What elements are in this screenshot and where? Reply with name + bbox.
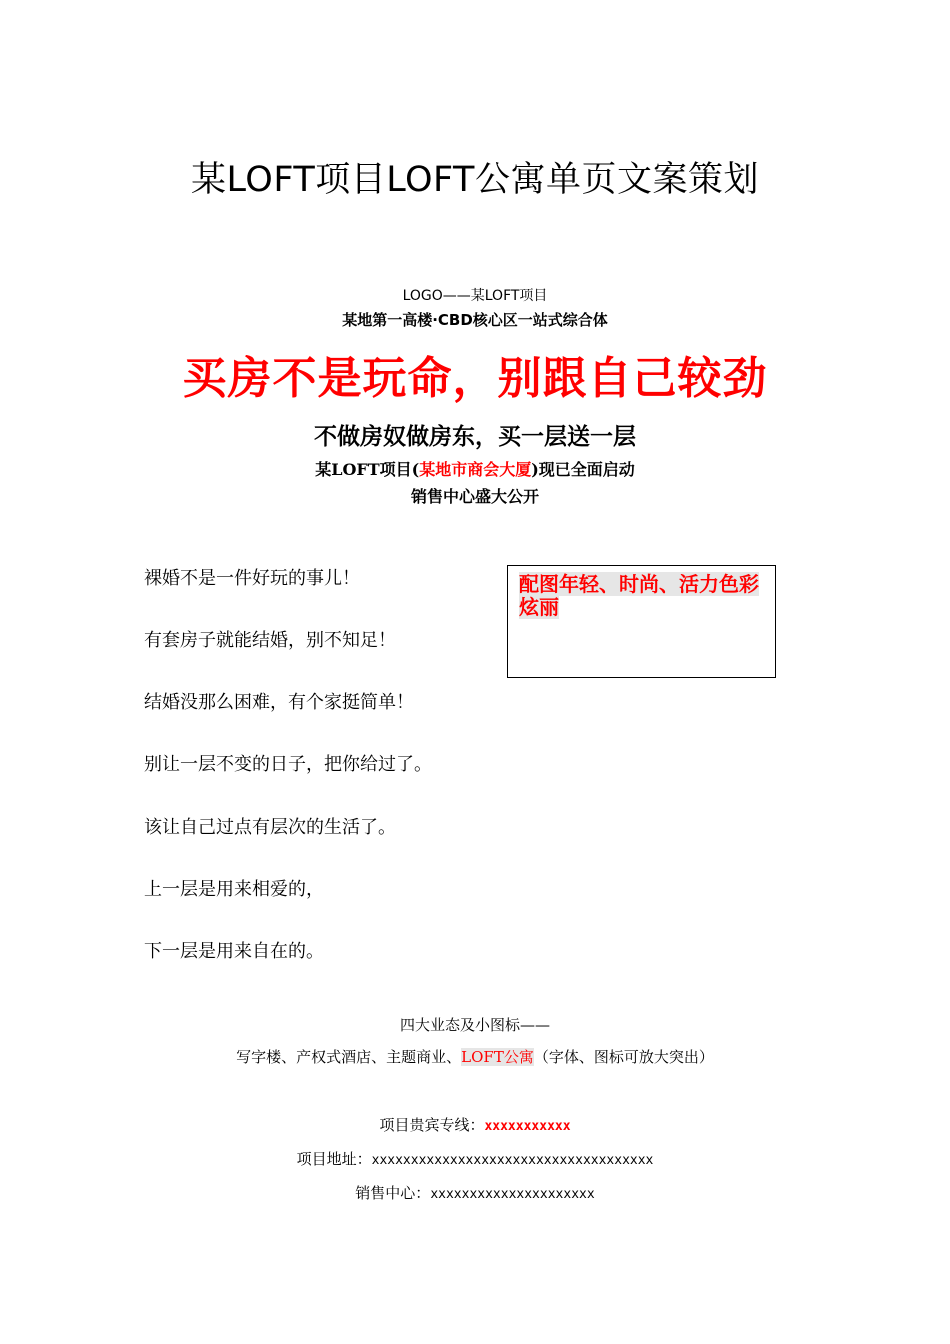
launch-announcement: [0, 457, 950, 480]
copy-line: 有套房子就能结婚，别不知足！: [144, 630, 396, 651]
project-address: [0, 1148, 950, 1169]
launch-highlight: 某地市商会大厦: [419, 460, 532, 479]
sales-center: [0, 1182, 950, 1203]
image-placeholder-note: 配图年轻、时尚、活力色彩炫丽: [519, 572, 759, 619]
launch-prefix: 某LOFT项目(: [315, 460, 420, 479]
copy-line: 别让一层不变的日子，把你给过了。: [144, 754, 432, 775]
business-list-suffix: （字体、图标可放大突出）: [533, 1048, 714, 1066]
copy-line: 结婚没那么困难，有个家挺简单！: [144, 692, 414, 713]
sales-center-value: xxxxxxxxxxxxxxxxxxxxx: [430, 1187, 595, 1202]
main-headline: 买房不是玩命，别跟自己较劲: [182, 353, 768, 404]
sales-center-label: 销售中心：: [355, 1184, 431, 1202]
copy-line: 裸婚不是一件好玩的事儿！: [144, 568, 360, 589]
project-address-label: 项目地址：: [296, 1150, 372, 1168]
document-title: 某LOFT项目LOFT公寓单页文案策划: [191, 160, 759, 200]
vip-hotline-label: 项目贵宾专线：: [379, 1116, 485, 1134]
business-list-prefix: 写字楼、产权式酒店、主题商业、: [236, 1048, 462, 1066]
business-types-list: [0, 1046, 950, 1067]
sales-center-opening: 销售中心盛大公开: [410, 487, 539, 506]
vip-hotline: [0, 1114, 950, 1135]
sub-headline: 不做房奴做房东，买一层送一层: [314, 424, 636, 450]
launch-suffix: )现已全面启动: [531, 460, 635, 479]
vip-hotline-value: xxxxxxxxxxx: [484, 1119, 571, 1134]
logo-line: LOGO——某LOFT项目: [402, 288, 548, 304]
copy-line: 该让自己过点有层次的生活了。: [144, 817, 396, 838]
project-subtitle: 某地第一高楼·CBD核心区一站式综合体: [342, 311, 608, 329]
image-placeholder-box: [507, 565, 776, 678]
business-types-title: 四大业态及小图标——: [399, 1016, 550, 1034]
business-list-highlight: LOFT公寓: [461, 1048, 534, 1066]
copy-line: 上一层是用来相爱的，: [144, 879, 324, 900]
copy-line: 下一层是用来自在的。: [144, 941, 324, 962]
project-address-value: xxxxxxxxxxxxxxxxxxxxxxxxxxxxxxxxxxxx: [371, 1153, 654, 1168]
